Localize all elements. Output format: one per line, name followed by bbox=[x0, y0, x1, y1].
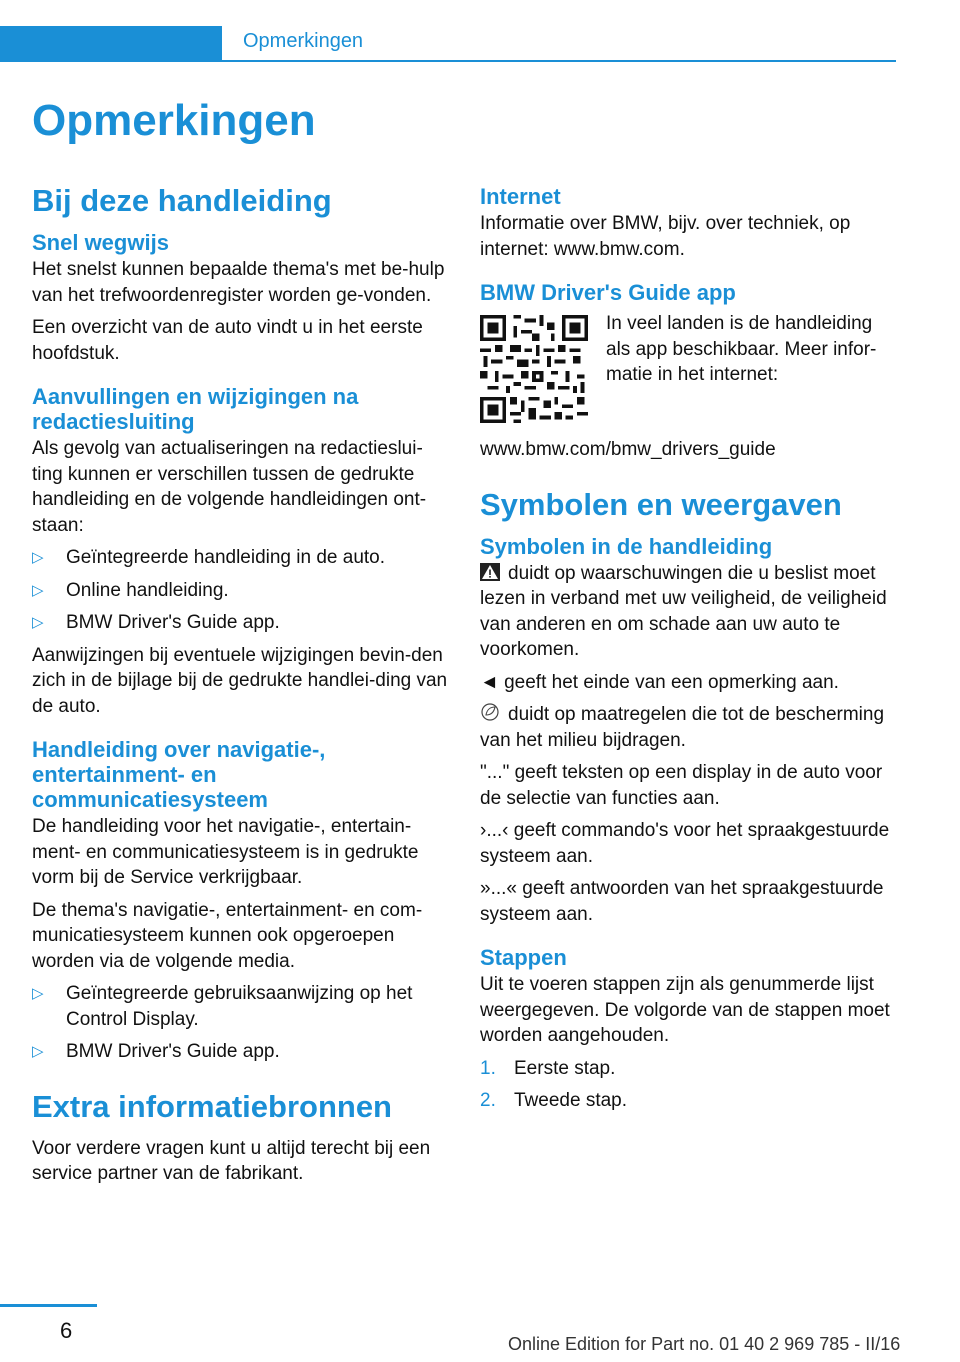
section-title-symbolen-en-weergaven: Symbolen en weergaven bbox=[480, 486, 842, 522]
subsection-title-internet: Internet bbox=[480, 184, 561, 209]
paragraph-environment: duidt op maatregelen die tot de bescherming van het milieu bijdragen. bbox=[480, 704, 885, 751]
numbered-list bbox=[480, 1056, 898, 1114]
triangle-bullet-icon: ▷ bbox=[32, 614, 44, 631]
paragraph: Een overzicht van de auto vindt u in het eerste hoofdstuk. bbox=[32, 317, 423, 364]
subsection-title-aanvullingen: Aanvullingen en wijzigingen na redactiesluiting bbox=[32, 384, 359, 434]
qr-code-icon bbox=[480, 315, 588, 423]
paragraph: Het snelst kunnen bepaalde thema's met be-hulp van het trefwoordenregister worden ge-vonden. bbox=[32, 259, 445, 306]
footer-rule bbox=[0, 1304, 97, 1307]
page-title: Opmerkingen bbox=[32, 96, 316, 145]
header-color-block bbox=[0, 26, 222, 62]
list-item: 1. Eerste stap. bbox=[480, 1057, 616, 1079]
triangle-bullet-icon: ▷ bbox=[32, 985, 44, 1002]
list-item: 2. Tweede stap. bbox=[480, 1090, 628, 1111]
paragraph: ◄ geeft het einde van een opmerking aan. bbox=[480, 671, 839, 693]
paragraph: De thema's navigatie-, entertainment- en com-municatiesysteem kunnen ook opgeroepen worden via de volgende media. bbox=[32, 899, 423, 972]
paragraph: Voor verdere vragen kunt u altijd terecht bij een service partner van de fabrikant. bbox=[32, 1137, 431, 1184]
subsection-title-stappen: Stappen bbox=[480, 945, 567, 970]
paragraph: Aanwijzingen bij eventuele wijzigingen bevin-den zich in de bijlage bij de gedrukte handlei-ding van de auto. bbox=[32, 644, 448, 717]
triangle-bullet-icon: ▷ bbox=[32, 581, 44, 599]
warning-triangle-icon bbox=[480, 563, 500, 581]
subsection-title-snel-wegwijs: Snel wegwijs bbox=[32, 230, 169, 255]
paragraph: Als gevolg van actualiseringen na redactieslui-ting kunnen er verschillen tussen de gedrukte handleiding en de volgende handleidingen ont-staan: bbox=[32, 438, 427, 536]
list-item: ▷ Geïntegreerde handleiding in de auto. bbox=[32, 545, 450, 571]
qr-row bbox=[480, 311, 898, 423]
triangle-bullet-icon: ▷ bbox=[32, 549, 44, 566]
paragraph: Uit te voeren stappen zijn als genummerde lijst weergegeven. De volgorde van de stappen moet worden aangehouden. bbox=[480, 974, 890, 1046]
list-item: ▷ BMW Driver's Guide app. bbox=[32, 1039, 450, 1065]
subsection-title-symbolen: Symbolen in de handleiding bbox=[480, 533, 773, 559]
paragraph: Informatie over BMW, bijv. over techniek, op internet: www.bmw.com. bbox=[480, 213, 851, 260]
footer-edition-text: Online Edition for Part no. 01 40 2 969 785 - II/16 bbox=[508, 1334, 901, 1354]
left-column bbox=[32, 182, 450, 1194]
subsection-title-drivers-guide-app: BMW Driver's Guide app bbox=[480, 280, 736, 305]
paragraph: ›...‹ geeft commando's voor het spraakgestuurde systeem aan. bbox=[480, 820, 890, 867]
section-title-bij-deze-handleiding: Bij deze handleiding bbox=[32, 183, 332, 218]
environment-leaf-icon bbox=[480, 702, 500, 722]
paragraph: De handleiding voor het navigatie-, entertain-ment- en communicatiesysteem is in gedrukte vorm bij de Service verkrijgbaar. bbox=[32, 816, 419, 888]
paragraph-warning: duidt op waarschuwingen die u beslist moet lezen in verband met uw veiligheid, de veiligheid van anderen en om schade aan uw auto te voorkomen. bbox=[480, 562, 887, 660]
right-column bbox=[480, 184, 898, 1121]
list-item: ▷ Online handleiding. bbox=[32, 578, 450, 604]
paragraph: »...« geeft antwoorden van het spraakgestuurde systeem aan. bbox=[480, 878, 884, 925]
list-item: ▷ BMW Driver's Guide app. bbox=[32, 610, 450, 636]
paragraph: "..." geeft teksten op een display in de auto voor de selectie van functies aan. bbox=[480, 762, 883, 809]
bullet-list bbox=[32, 981, 450, 1065]
header-rule bbox=[222, 60, 896, 62]
paragraph: In veel landen is de handleiding als app beschikbaar. Meer infor-matie in het internet: bbox=[606, 313, 877, 385]
list-item: ▷ Geïntegreerde gebruiksaanwijzing op het Control Display. bbox=[32, 983, 413, 1030]
subsection-title-navigatie: Handleiding over navigatie-, entertainment- en communicatiesysteem bbox=[32, 737, 326, 812]
triangle-bullet-icon: ▷ bbox=[32, 1043, 44, 1060]
section-title-extra-informatiebronnen: Extra informatiebronnen bbox=[32, 1088, 392, 1124]
bullet-list bbox=[32, 545, 450, 636]
drivers-guide-url: www.bmw.com/bmw_drivers_guide bbox=[480, 439, 776, 460]
header-title: Opmerkingen bbox=[243, 30, 364, 52]
page-number: 6 bbox=[60, 1318, 73, 1343]
